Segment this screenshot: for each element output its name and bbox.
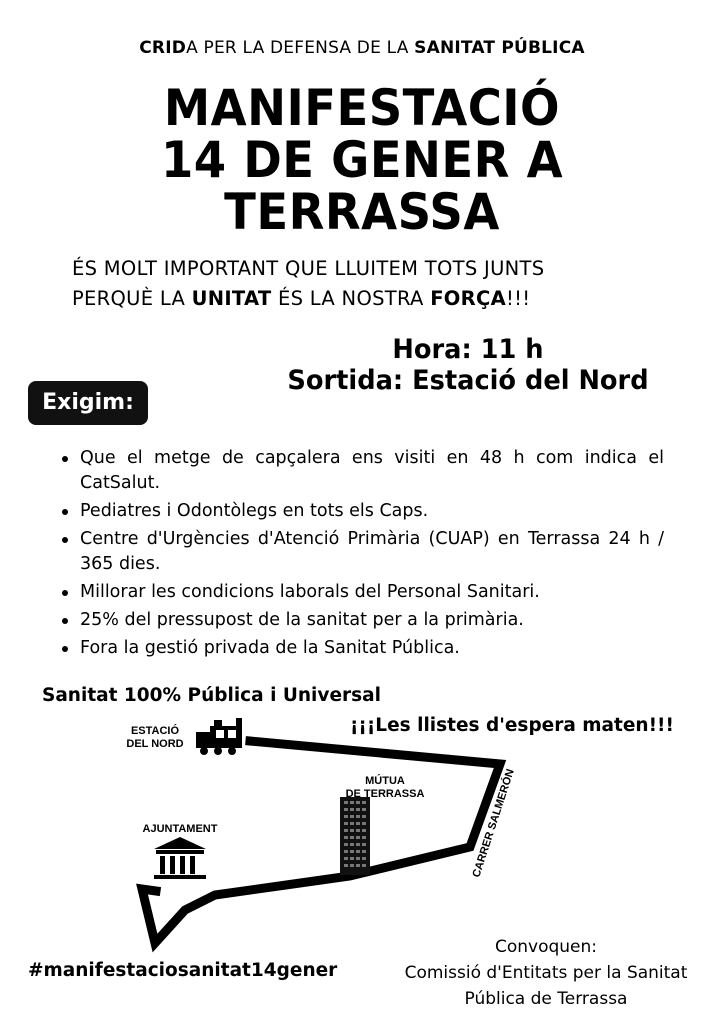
organizers-heading: Convoquen: bbox=[494, 937, 598, 957]
list-item: 25% del pressupost de la sanitat per a la primària. bbox=[54, 608, 664, 633]
intro-part-c: ÉS LA NOSTRA bbox=[271, 287, 431, 310]
estacio-line-1: ESTACIÓ bbox=[130, 725, 180, 737]
demands-label: Exigim: bbox=[28, 381, 148, 425]
slogan-llistes: ¡¡¡Les llistes d'espera maten!!! bbox=[350, 715, 674, 736]
list-item: Que el metge de capçalera ens visiti en 48 h com indica el CatSalut. bbox=[54, 446, 664, 496]
hashtag: #manifestaciosanitat14gener bbox=[28, 960, 338, 981]
intro-part-e: !!! bbox=[506, 287, 531, 310]
intro-line-2 bbox=[72, 284, 692, 314]
mutua-line-2: DE TERRASSA bbox=[345, 788, 425, 800]
organizers bbox=[386, 934, 706, 1012]
title-line-1: MANIFESTACIÓ bbox=[163, 79, 561, 137]
call-mid: A PER LA DEFENSA DE LA bbox=[186, 38, 415, 58]
intro-unitat: UNITAT bbox=[191, 287, 272, 310]
train-icon bbox=[196, 718, 242, 755]
intro-part-a: PERQUÈ LA bbox=[72, 287, 192, 310]
organizers-line-2: Pública de Terrassa bbox=[464, 989, 628, 1009]
map-label-ajuntament: AJUNTAMENT bbox=[142, 823, 218, 835]
slogan-publica: Sanitat 100% Pública i Universal bbox=[42, 685, 381, 706]
route-map bbox=[0, 700, 724, 960]
list-item: Fora la gestió privada de la Sanitat Pública. bbox=[54, 636, 664, 661]
building-icon bbox=[340, 797, 370, 875]
title-line-2: 14 DE GENER A bbox=[160, 131, 564, 189]
list-item: Pediatres i Odontòlegs en tots els Caps. bbox=[54, 499, 664, 524]
route-line bbox=[142, 741, 500, 943]
call-suffix: SANITAT PÚBLICA bbox=[414, 38, 585, 58]
list-item: Millorar les condicions laborals del Personal Sanitari. bbox=[54, 580, 664, 605]
schedule bbox=[259, 334, 677, 396]
mutua-line-1: MÚTUA bbox=[365, 775, 405, 787]
title-line-3: TERRASSA bbox=[224, 183, 500, 241]
estacio-line-2: DEL NORD bbox=[126, 738, 184, 750]
schedule-sortida: Sortida: Estació del Nord bbox=[287, 365, 649, 396]
organizers-line-1: Comissió d'Entitats per la Sanitat bbox=[404, 963, 688, 983]
demands-list bbox=[54, 446, 664, 664]
call-prefix: CRID bbox=[139, 38, 187, 58]
map-label-mutua bbox=[330, 775, 440, 801]
intro-line-1: ÉS MOLT IMPORTANT QUE LLUITEM TOTS JUNTS bbox=[72, 257, 545, 280]
page-title bbox=[25, 79, 698, 241]
map-label-carrer: CARRER SALMERÓN bbox=[470, 767, 517, 879]
schedule-hora: Hora: 11 h bbox=[392, 334, 544, 365]
call-header bbox=[0, 38, 724, 58]
intro-text bbox=[72, 254, 692, 314]
map-label-estacio bbox=[110, 725, 200, 751]
list-item: Centre d'Urgències d'Atenció Primària (CUAP) en Terrassa 24 h / 365 dies. bbox=[54, 527, 664, 577]
town-hall-icon bbox=[154, 837, 206, 879]
intro-forca: FORÇA bbox=[430, 287, 507, 310]
